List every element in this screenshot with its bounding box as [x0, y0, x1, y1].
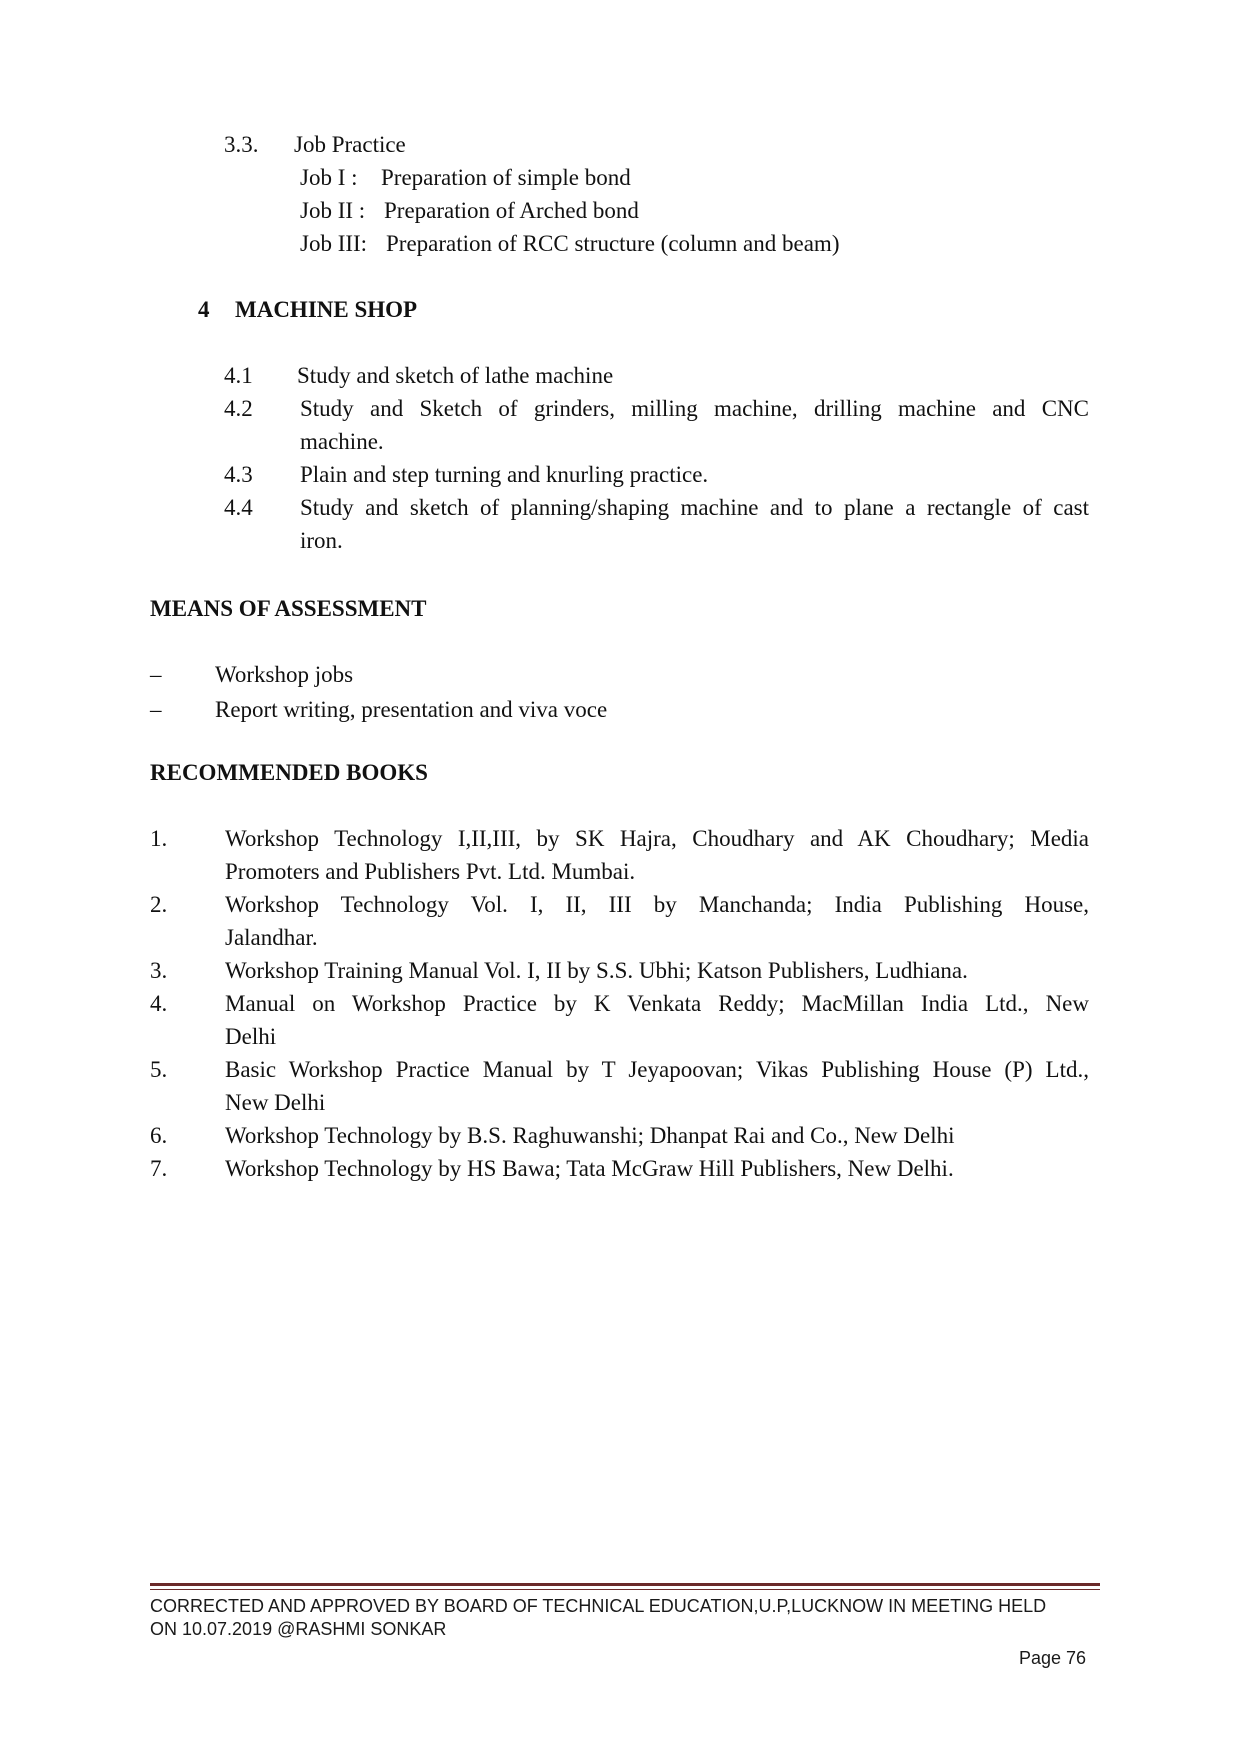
list-item-text: Study and sketch of lathe machine — [297, 363, 614, 388]
book-number: 6. — [150, 1123, 168, 1148]
book-text: Promoters and Publishers Pvt. Ltd. Mumbai. — [225, 859, 636, 884]
book-text: New Delhi — [225, 1090, 326, 1115]
page-number: Page 76 — [1019, 1648, 1087, 1668]
book-text: Workshop Technology by HS Bawa; Tata McGraw Hill Publishers, New Delhi. — [225, 1156, 954, 1181]
footer-approval-text: CORRECTED AND APPROVED BY BOARD OF TECHNICAL EDUCATION,U.P,LUCKNOW IN MEETING HELD — [150, 1596, 1047, 1616]
section-heading: MACHINE SHOP — [235, 297, 418, 322]
list-item-text: Workshop jobs — [215, 662, 354, 687]
footer-divider — [150, 1583, 1100, 1586]
book-number: 4. — [150, 991, 168, 1016]
book-number: 1. — [150, 826, 168, 851]
section-number: 4 — [198, 297, 210, 322]
list-item-text: iron. — [300, 528, 343, 553]
list-item-text: Study and Sketch of grinders, milling machine, drilling machine and CNC — [300, 396, 1089, 421]
job-text: Preparation of Arched bond — [384, 198, 639, 223]
footer-divider-thin — [150, 1589, 1100, 1590]
list-item-number: 4.1 — [224, 363, 253, 388]
job-text: Preparation of RCC structure (column and beam) — [386, 231, 840, 256]
list-item-text: machine. — [300, 429, 384, 454]
bullet: – — [150, 662, 162, 687]
list-item-text: Study and sketch of planning/shaping machine and to plane a rectangle of cast — [300, 495, 1089, 520]
section-heading: MEANS OF ASSESSMENT — [150, 596, 427, 621]
list-item-number: 4.4 — [224, 495, 253, 520]
book-text: Workshop Technology I,II,III, by SK Hajra, Choudhary and AK Choudhary; Media — [225, 826, 1089, 851]
job-label: Job III: — [300, 231, 368, 256]
list-item-text: Report writing, presentation and viva voce — [215, 697, 608, 722]
job-label: Job I : — [300, 165, 358, 190]
book-number: 2. — [150, 892, 168, 917]
list-item-number: 4.3 — [224, 462, 253, 487]
book-text: Workshop Technology Vol. I, II, III by Manchanda; India Publishing House, — [225, 892, 1089, 917]
job-label: Job II : — [300, 198, 366, 223]
book-text: Workshop Technology by B.S. Raghuwanshi; Dhanpat Rai and Co., New Delhi — [225, 1123, 955, 1148]
section-heading: RECOMMENDED BOOKS — [150, 760, 428, 785]
section-number: 3.3. — [224, 132, 259, 157]
book-text: Manual on Workshop Practice by K Venkata Reddy; MacMillan India Ltd., New — [225, 991, 1089, 1016]
book-number: 7. — [150, 1156, 168, 1181]
book-number: 5. — [150, 1057, 168, 1082]
book-text: Delhi — [225, 1024, 277, 1049]
bullet: – — [150, 697, 162, 722]
footer-approval-date: ON 10.07.2019 @RASHMI SONKAR — [150, 1619, 447, 1639]
book-text: Basic Workshop Practice Manual by T Jeyapoovan; Vikas Publishing House (P) Ltd., — [225, 1057, 1089, 1082]
section-title: Job Practice — [294, 132, 406, 157]
book-number: 3. — [150, 958, 168, 983]
book-text: Jalandhar. — [225, 925, 318, 950]
list-item-number: 4.2 — [224, 396, 253, 421]
job-text: Preparation of simple bond — [381, 165, 631, 190]
list-item-text: Plain and step turning and knurling practice. — [300, 462, 709, 487]
book-text: Workshop Training Manual Vol. I, II by S.S. Ubhi; Katson Publishers, Ludhiana. — [225, 958, 968, 983]
